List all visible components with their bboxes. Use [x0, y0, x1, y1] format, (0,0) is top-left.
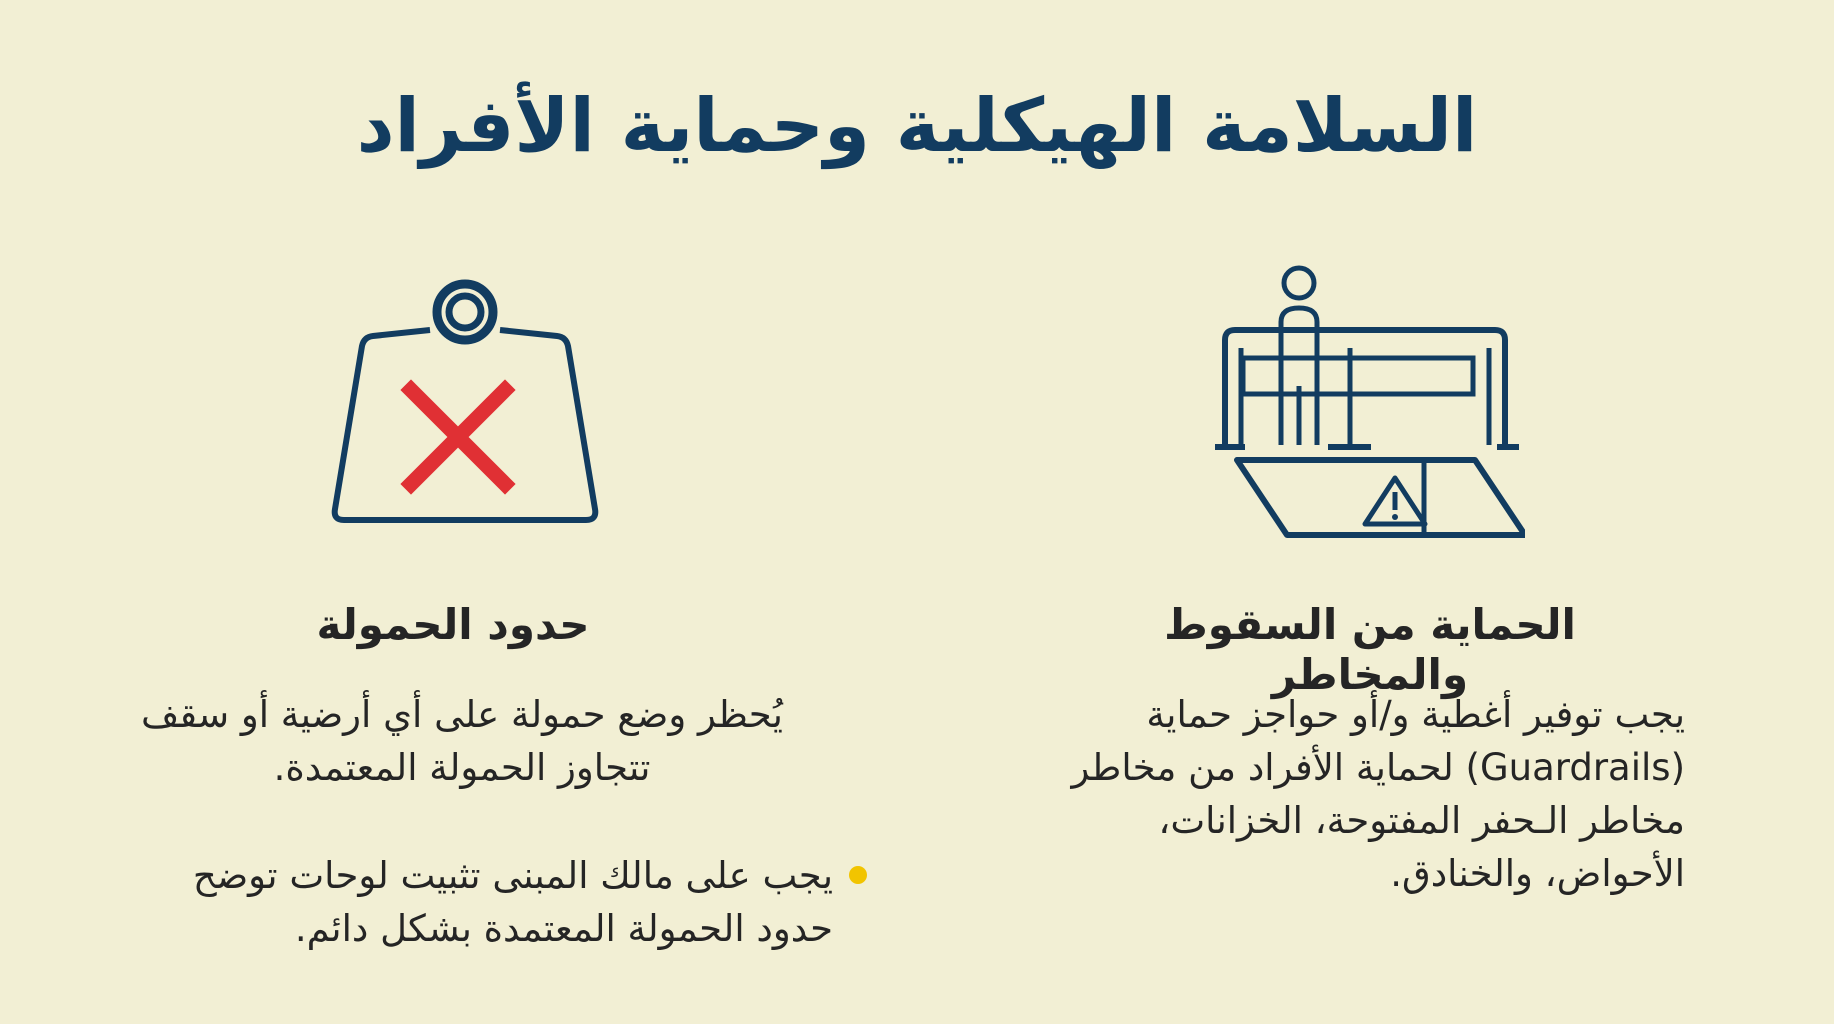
- page-title: السلامة الهيكلية وحماية الأفراد: [356, 83, 1478, 169]
- load-limits-bullet: [112, 849, 867, 1008]
- fall-protection-title: الحماية من السقوط والمخاطر: [1164, 600, 1576, 700]
- load-limits-paragraph: يُحظر وضع حمولة على أي أرضية أو سقف تتجاوز الحمولة المعتمدة.: [141, 693, 783, 789]
- load-limits-title: حدود الحمولة: [316, 600, 590, 649]
- load-limits-bullet-text: يجب على مالك المبنى تثبيت لوحات توضح حدود الحمولة المعتمدة بشكل دائم.: [192, 854, 833, 950]
- weight-prohibited-icon: [325, 270, 605, 540]
- guardrail-warning-icon: [1215, 260, 1525, 543]
- fall-protection-paragraph: يجب توفير أغطية و/أو حواجز حماية (Guardrails) لحماية الأفراد من مخاطر مخاطر الـحفر المفتوحة، الخزانات، الأحواض، والخنادق.: [1071, 693, 1685, 895]
- bullet-dot-icon: [849, 866, 867, 884]
